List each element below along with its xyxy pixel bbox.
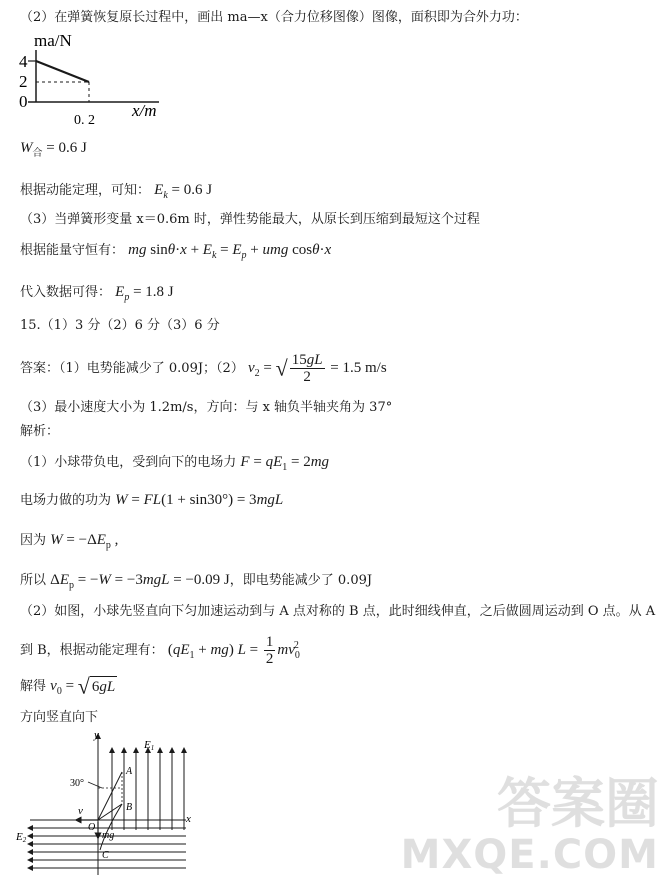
graph-x-tick: 0. 2: [74, 113, 95, 128]
gravity-label: mg: [102, 830, 115, 841]
angle-label: 30°: [70, 778, 84, 789]
answer-line: 答案：（1）电势能减少了 0.09J；（2） $v_2$ = √ $\frac{15gL}{2}$ = 1.5 m/s: [20, 352, 387, 385]
graph-y-label: ma/N: [34, 31, 72, 50]
paragraph-graph-intro: （2）在弹簧恢复原长过程中，画出 ma—x（合力位移图像）图像，面积即为合外力功：: [20, 10, 528, 25]
diagram-x-label: x: [186, 813, 191, 825]
graph-data-line: [36, 61, 89, 82]
answer-part3: （3）最小速度大小为 1.2m/s，方向：与 x 轴负半轴夹角为 37°: [20, 400, 393, 415]
eq-because: 因为 $W = -\Delta E_p$ ,: [20, 532, 119, 551]
graph-y-tick: 2: [19, 72, 28, 91]
eq-so: 所以 $\Delta E_p = -W = -3mgL = -0.09$ J，即电势能减少了 0.09J: [20, 572, 373, 591]
thread-oa: [98, 772, 122, 820]
field-e2-label: E2: [16, 831, 27, 844]
paragraph-part2-a: （2）如图，小球先竖直向下匀加速运动到与 A 点对称的 B 点，此时细线伸直，之后做圆周运动到 O 点。从 A: [20, 604, 656, 619]
graph-y-tick: 0: [19, 92, 28, 111]
point-o-label: O: [88, 822, 96, 833]
direction-text: 方向竖直向下: [20, 710, 99, 725]
eq-w-he: $W_合 = 0.6$ J: [20, 140, 87, 159]
eq-energy-conservation: 根据能量守恒有： mg $\sin\theta\cdot x + E_k = E_p$ + umg cosθ·x: [20, 242, 332, 261]
analysis-heading: 解析：: [20, 424, 60, 439]
graph-y-tick: 4: [19, 52, 28, 71]
field-e1-lines: [112, 750, 184, 830]
point-c-label: C: [102, 850, 109, 861]
eq-force: （1）小球带负电，受到向下的电场力 $F = qE_1 = 2mg$: [20, 454, 330, 473]
ma-x-graph: [14, 30, 194, 130]
point-a-label: A: [126, 766, 133, 777]
diagram-y-label: y: [94, 730, 99, 741]
field-diagram: [10, 730, 200, 880]
watermark: [400, 772, 659, 878]
eq-solve: 解得 $v_0$ = √ 6gL: [20, 673, 116, 699]
graph-x-label: x/m: [132, 101, 157, 120]
question-15-scores: 15.（1）3 分（2）6 分（3）6 分: [20, 318, 220, 333]
angle-pointer: [88, 782, 102, 788]
point-b-label: B: [126, 802, 133, 813]
velocity-label: v: [78, 805, 83, 817]
watermark-mark: 答案圈: [497, 772, 659, 835]
eq-work: 电场力做的功为 W = FL(1 + sin30°) = 3mgL: [20, 492, 284, 508]
eq-ek: 根据动能定理，可知： $E_k = 0.6$ J: [20, 182, 213, 201]
eq-kinetic-theorem: 到 B，根据动能定理有： $(qE_1 + mg) L$ = $\frac{1}{2}$ $mv_0^2$: [20, 634, 300, 667]
paragraph-part3: （3）当弹簧形变量 x＝0.6m 时，弹性势能最大，从原长到压缩到最短这个过程: [20, 212, 480, 227]
watermark-url: MXQE.COM: [400, 832, 659, 878]
eq-ep: 代入数据可得： $E_p = 1.8$ J: [20, 284, 174, 303]
field-e1-label: E1: [144, 739, 155, 752]
